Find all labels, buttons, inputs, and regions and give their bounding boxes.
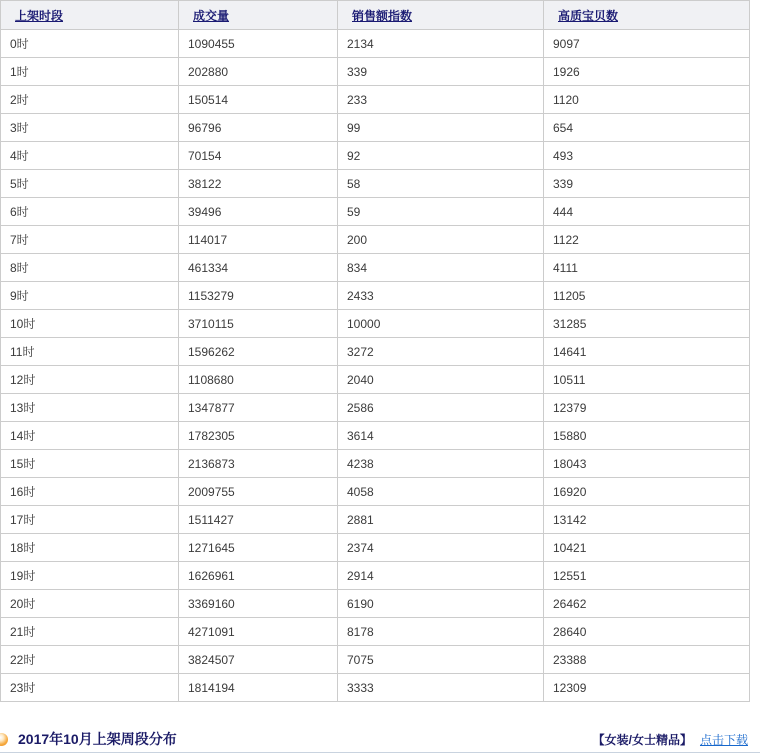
value-cell: 38122 [179,170,338,198]
table-header-row [1,1,750,30]
value-cell: 9097 [544,30,750,58]
sort-link-listing-time[interactable]: 上架时段 [15,8,64,23]
value-cell: 2136873 [179,450,338,478]
sort-link-volume[interactable]: 成交量 [193,8,230,23]
value-cell: 26462 [544,590,750,618]
value-cell: 92 [338,142,544,170]
value-cell: 1271645 [179,534,338,562]
value-cell: 2881 [338,506,544,534]
table-row [1,422,750,450]
table-row [1,674,750,702]
hour-cell: 9时 [1,282,179,310]
value-cell: 96796 [179,114,338,142]
value-cell: 654 [544,114,750,142]
hour-cell: 7时 [1,226,179,254]
hour-cell: 4时 [1,142,179,170]
table-row [1,58,750,86]
hour-cell: 20时 [1,590,179,618]
table-row [1,114,750,142]
value-cell: 1926 [544,58,750,86]
value-cell: 1511427 [179,506,338,534]
hour-cell: 14时 [1,422,179,450]
header-cell-volume [179,1,338,30]
hour-cell: 6时 [1,198,179,226]
value-cell: 233 [338,86,544,114]
table-row [1,562,750,590]
table-row [1,366,750,394]
value-cell: 1596262 [179,338,338,366]
table-row [1,30,750,58]
table-row [1,226,750,254]
hour-cell: 2时 [1,86,179,114]
hour-cell: 23时 [1,674,179,702]
value-cell: 28640 [544,618,750,646]
table-row [1,450,750,478]
value-cell: 1108680 [179,366,338,394]
download-link[interactable]: 点击下载 [699,732,748,747]
value-cell: 1347877 [179,394,338,422]
table-row [1,170,750,198]
value-cell: 4271091 [179,618,338,646]
hour-cell: 5时 [1,170,179,198]
value-cell: 99 [338,114,544,142]
hour-cell: 10时 [1,310,179,338]
value-cell: 2433 [338,282,544,310]
hour-cell: 13时 [1,394,179,422]
header-cell-sales-index [338,1,544,30]
value-cell: 59 [338,198,544,226]
hour-cell: 15时 [1,450,179,478]
value-cell: 15880 [544,422,750,450]
value-cell: 8178 [338,618,544,646]
value-cell: 10000 [338,310,544,338]
category-label: 【女装/女士精品】 [592,732,692,747]
value-cell: 1122 [544,226,750,254]
value-cell: 6190 [338,590,544,618]
hour-cell: 21时 [1,618,179,646]
table-row [1,198,750,226]
hour-cell: 1时 [1,58,179,86]
table-row [1,254,750,282]
value-cell: 339 [338,58,544,86]
value-cell: 2586 [338,394,544,422]
hour-cell: 18时 [1,534,179,562]
value-cell: 70154 [179,142,338,170]
header-cell-quality-items [544,1,750,30]
value-cell: 202880 [179,58,338,86]
table-row [1,282,750,310]
value-cell: 10511 [544,366,750,394]
value-cell: 13142 [544,506,750,534]
section-title: 2017年10月上架周段分布 [18,731,177,747]
table-row [1,618,750,646]
value-cell: 1782305 [179,422,338,450]
value-cell: 2040 [338,366,544,394]
value-cell: 14641 [544,338,750,366]
value-cell: 200 [338,226,544,254]
value-cell: 834 [338,254,544,282]
value-cell: 150514 [179,86,338,114]
value-cell: 3824507 [179,646,338,674]
value-cell: 3710115 [179,310,338,338]
value-cell: 10421 [544,534,750,562]
hour-cell: 12时 [1,366,179,394]
hour-cell: 8时 [1,254,179,282]
hour-cell: 3时 [1,114,179,142]
hour-cell: 22时 [1,646,179,674]
table-body [1,30,750,702]
value-cell: 2374 [338,534,544,562]
orange-ball-icon [0,733,8,746]
table-row [1,478,750,506]
hour-cell: 17时 [1,506,179,534]
value-cell: 58 [338,170,544,198]
value-cell: 114017 [179,226,338,254]
table-row [1,310,750,338]
hour-cell: 19时 [1,562,179,590]
value-cell: 339 [544,170,750,198]
table-row [1,142,750,170]
value-cell: 2134 [338,30,544,58]
value-cell: 7075 [338,646,544,674]
value-cell: 11205 [544,282,750,310]
sort-link-sales-index[interactable]: 销售额指数 [352,8,413,23]
hour-cell: 11时 [1,338,179,366]
sort-link-quality-items[interactable]: 高质宝贝数 [558,8,619,23]
table-row [1,86,750,114]
table-row [1,534,750,562]
value-cell: 444 [544,198,750,226]
value-cell: 4238 [338,450,544,478]
table-row [1,506,750,534]
value-cell: 3369160 [179,590,338,618]
table-row [1,646,750,674]
value-cell: 461334 [179,254,338,282]
value-cell: 3614 [338,422,544,450]
value-cell: 493 [544,142,750,170]
value-cell: 1626961 [179,562,338,590]
value-cell: 1814194 [179,674,338,702]
table-row [1,394,750,422]
header-cell-time [1,1,179,30]
value-cell: 16920 [544,478,750,506]
value-cell: 2914 [338,562,544,590]
value-cell: 12551 [544,562,750,590]
value-cell: 18043 [544,450,750,478]
hour-cell: 16时 [1,478,179,506]
value-cell: 12309 [544,674,750,702]
table-row [1,338,750,366]
value-cell: 1120 [544,86,750,114]
value-cell: 31285 [544,310,750,338]
value-cell: 3272 [338,338,544,366]
value-cell: 1090455 [179,30,338,58]
value-cell: 4058 [338,478,544,506]
value-cell: 2009755 [179,478,338,506]
value-cell: 4111 [544,254,750,282]
table-row [1,590,750,618]
value-cell: 23388 [544,646,750,674]
value-cell: 12379 [544,394,750,422]
section-right-group [593,731,748,748]
value-cell: 3333 [338,674,544,702]
value-cell: 1153279 [179,282,338,310]
hour-cell: 0时 [1,30,179,58]
value-cell: 39496 [179,198,338,226]
section-header-bar [0,726,760,753]
